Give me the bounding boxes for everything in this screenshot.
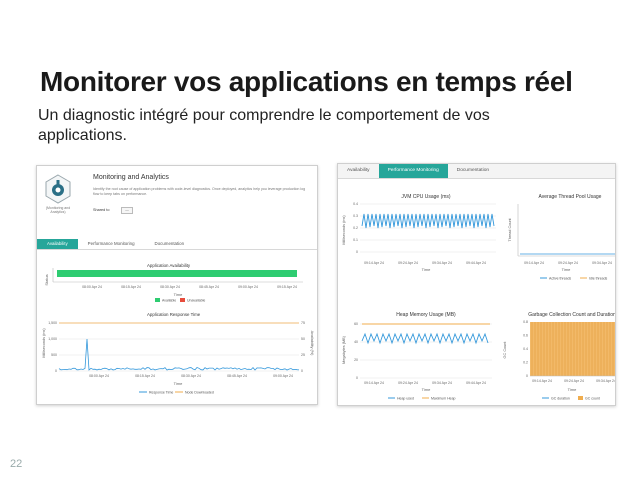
gc-count-area: [530, 322, 616, 376]
gc-x-label: Time: [567, 387, 577, 392]
y-tick-label: 0.4: [523, 347, 528, 352]
y-tick-label: 0.2: [353, 226, 358, 231]
y-tick-label: 0: [356, 250, 358, 255]
legend-idle-label: Idle threads: [589, 276, 608, 281]
group-select[interactable]: —: [121, 207, 133, 214]
y-tick-label: 40: [354, 340, 358, 345]
x-tick-label: 09:34 Apr 24: [432, 261, 452, 265]
heap-chart-title: Heap Memory Usage (MB): [396, 312, 456, 318]
y-tick-label: 0.3: [353, 214, 358, 219]
x-tick-label: 09:24 Apr 24: [398, 381, 418, 385]
y-tick-label: 20: [354, 358, 358, 363]
x-tick-label: 09:15 Apr 24: [277, 285, 297, 289]
monitoring-logo-icon: [43, 174, 73, 204]
x-tick-label: 09:24 Apr 24: [398, 261, 418, 265]
availability-chart-title: Application Availability: [147, 263, 191, 268]
response-y2-label: Availability (%): [310, 330, 314, 356]
x-tick-label: 08:15 Apr 24: [121, 285, 141, 289]
x-tick-label: 09:34 Apr 24: [432, 381, 452, 385]
x-tick-label: 08:30 Apr 24: [181, 374, 201, 378]
x-tick-label: 09:14 Apr 24: [524, 261, 544, 265]
y-tick-label: 500: [51, 353, 57, 358]
heap-memory-chart: [338, 310, 498, 405]
x-tick-label: 09:00 Apr 24: [238, 285, 258, 289]
legend-node-label: Node Downloaded: [185, 390, 214, 395]
y-tick-label: 0: [55, 369, 57, 374]
slide-title: Monitorer vos applications en temps réel: [40, 66, 573, 97]
y-tick-label: 0: [356, 376, 358, 381]
thread-chart-title: Average Thread Pool Usage: [538, 194, 602, 200]
y-tick-label: 0.2: [523, 360, 528, 365]
y-tick-label: 1,000: [48, 337, 57, 342]
heap-used-series: [362, 334, 488, 343]
x-tick-label: 08:30 Apr 24: [160, 285, 180, 289]
legend-max-heap-label: Maximum Heap: [431, 396, 456, 401]
y-tick-label: 0.1: [353, 238, 358, 243]
y2-tick-label: 0: [301, 369, 303, 374]
legend-available-swatch: [155, 298, 160, 302]
y-tick-label: 1,500: [48, 321, 57, 326]
legend-gc-count-label: GC count: [585, 396, 600, 401]
y2-tick-label: 75: [301, 321, 305, 326]
legend-gc-count-swatch: [578, 396, 583, 400]
thread-pool-chart: [498, 192, 616, 282]
cpu-chart-title: JVM CPU Usage (ms): [401, 194, 451, 200]
tab-documentation[interactable]: Documentation: [456, 168, 490, 173]
response-time-series: [59, 339, 299, 370]
y-tick-label: 0.6: [523, 333, 528, 338]
availability-y-label: Status: [44, 274, 49, 286]
left-tab-bar: [37, 239, 318, 250]
gc-y-label: GC Count: [503, 341, 507, 359]
x-tick-label: 08:15 Apr 24: [135, 374, 155, 378]
response-x-label: Time: [173, 381, 183, 386]
heap-x-label: Time: [421, 387, 431, 392]
x-tick-label: 08:00 Apr 24: [82, 285, 102, 289]
x-tick-label: 09:14 Apr 24: [364, 261, 384, 265]
x-tick-label: 09:00 Apr 24: [273, 374, 293, 378]
app-title: Monitoring and Analytics: [93, 174, 169, 181]
jvm-cpu-chart: [338, 192, 498, 282]
x-tick-label: 08:45 Apr 24: [199, 285, 219, 289]
thread-y-label: Thread Count: [508, 218, 512, 242]
slide-subtitle: Un diagnostic intégré pour comprendre le comportement de vos applications.: [38, 107, 490, 144]
x-tick-label: 09:24 Apr 24: [558, 261, 578, 265]
thread-x-label: Time: [561, 267, 571, 272]
y2-tick-label: 50: [301, 337, 305, 342]
x-tick-label: 09:44 Apr 24: [466, 261, 486, 265]
x-tick-label: 09:44 Apr 24: [466, 381, 486, 385]
legend-unavailable-label: Unavailable: [187, 298, 206, 303]
y2-tick-label: 25: [301, 353, 305, 358]
response-y-label: Milliseconds (ms): [42, 328, 46, 358]
heap-y-label: Megabytes (MB): [342, 336, 346, 364]
group-label: Shared to: [93, 208, 110, 212]
x-tick-label: 08:45 Apr 24: [227, 374, 247, 378]
availability-chart: [37, 268, 318, 312]
legend-gc-duration-label: GC duration: [551, 396, 570, 401]
app-description: Identify the root cause of application problems with code-level diagnostics. Once deployed, analytics help you leverage production log flow to keep tabs on performance.: [93, 187, 306, 196]
response-time-chart: [37, 317, 318, 403]
performance-monitoring-screenshot: [337, 163, 616, 406]
logo-caption: (Monitoring and Analytics): [45, 206, 71, 214]
x-tick-label: 09:24 Apr 24: [564, 379, 584, 383]
availability-bar: [57, 270, 297, 277]
x-tick-label: 09:34 Apr 24: [596, 379, 616, 383]
tab-performance-monitoring[interactable]: Performance Monitoring: [379, 164, 448, 178]
cpu-x-label: Time: [421, 267, 431, 272]
x-tick-label: 09:14 Apr 24: [364, 381, 384, 385]
monitoring-overview-screenshot: [36, 165, 318, 405]
x-tick-label: 09:14 Apr 24: [532, 379, 552, 383]
x-tick-label: 08:00 Apr 24: [89, 374, 109, 378]
tab-availability[interactable]: Availability: [37, 239, 78, 249]
y-tick-label: 0.4: [353, 202, 358, 207]
response-chart-title: Application Response Time: [147, 312, 201, 317]
tab-performance-monitoring[interactable]: Performance Monitoring: [87, 241, 135, 246]
gc-chart-title: Garbage Collection Count and Duration: [528, 312, 616, 318]
tab-availability[interactable]: Availability: [347, 168, 370, 173]
legend-active-label: Active threads: [549, 276, 572, 281]
legend-available-label: Available: [162, 298, 177, 303]
y-tick-label: 60: [354, 322, 358, 327]
y-tick-label: 0: [526, 374, 528, 379]
y-tick-label: 0.8: [523, 320, 528, 325]
page-number: 22: [10, 458, 23, 470]
garbage-collection-chart: [498, 310, 616, 405]
tab-documentation[interactable]: Documentation: [154, 241, 185, 246]
availability-x-label: Time: [173, 292, 183, 297]
legend-response-label: Response Time: [149, 390, 174, 395]
right-tab-bar: [338, 164, 616, 179]
x-tick-label: 09:34 Apr 24: [592, 261, 612, 265]
cpu-y-label: Milliseconds (ms): [342, 215, 346, 245]
legend-unavailable-swatch: [180, 298, 185, 302]
legend-heap-used-label: Heap used: [397, 396, 414, 401]
